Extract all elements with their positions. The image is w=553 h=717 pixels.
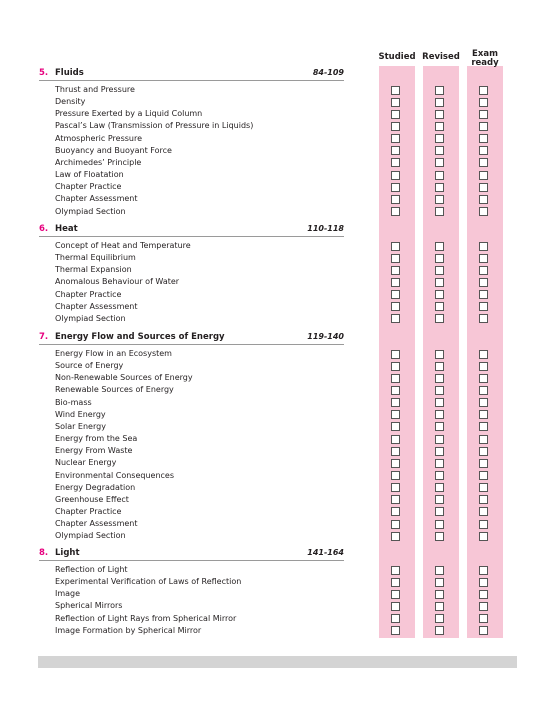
exam-ready-checkbox[interactable]: [479, 195, 488, 204]
studied-checkbox[interactable]: [391, 590, 400, 599]
topic-label: Thermal Expansion: [55, 265, 132, 275]
revised-checkbox[interactable]: [435, 122, 444, 131]
studied-checkbox[interactable]: [391, 447, 400, 456]
topic-label: Spherical Mirrors: [55, 601, 123, 611]
exam-ready-checkbox[interactable]: [479, 578, 488, 587]
topic-label: Bio-mass: [55, 397, 92, 407]
topic-label: Image: [55, 589, 81, 599]
topic-label: Energy From Waste: [55, 446, 133, 456]
revised-checkbox[interactable]: [435, 183, 444, 192]
revised-checkbox[interactable]: [435, 207, 444, 216]
studied-checkbox[interactable]: [391, 146, 400, 155]
studied-header: Studied: [378, 52, 416, 62]
topic-label: Chapter Assessment: [55, 301, 138, 311]
revised-checkbox[interactable]: [435, 134, 444, 143]
studied-checkbox[interactable]: [391, 278, 400, 287]
exam-ready-checkbox[interactable]: [479, 422, 488, 431]
exam-ready-checkbox[interactable]: [479, 520, 488, 529]
topic-label: Non-Renewable Sources of Energy: [55, 373, 193, 383]
studied-checkbox[interactable]: [391, 350, 400, 359]
studied-checkbox[interactable]: [391, 471, 400, 480]
chapter-heading: [39, 68, 344, 81]
studied-checkbox[interactable]: [391, 254, 400, 263]
topic-label: Renewable Sources of Energy: [55, 385, 174, 395]
studied-checkbox[interactable]: [391, 614, 400, 623]
revised-checkbox[interactable]: [435, 254, 444, 263]
studied-checkbox[interactable]: [391, 183, 400, 192]
topic-label: Buoyancy and Buoyant Force: [55, 145, 172, 155]
revised-checkbox[interactable]: [435, 520, 444, 529]
topic-label: Nuclear Energy: [55, 458, 117, 468]
topic-label: Chapter Assessment: [55, 194, 138, 204]
exam-ready-checkbox[interactable]: [479, 98, 488, 107]
studied-checkbox[interactable]: [391, 495, 400, 504]
revised-checkbox[interactable]: [435, 314, 444, 323]
revised-checkbox[interactable]: [435, 532, 444, 541]
studied-checkbox[interactable]: [391, 626, 400, 635]
studied-checkbox[interactable]: [391, 207, 400, 216]
studied-checkbox[interactable]: [391, 602, 400, 611]
exam-ready-checkbox[interactable]: [479, 146, 488, 155]
revised-checkbox[interactable]: [435, 386, 444, 395]
revised-checkbox[interactable]: [435, 278, 444, 287]
chapter-number: 8.: [39, 548, 49, 558]
topic-label: Source of Energy: [55, 361, 124, 371]
revised-checkbox[interactable]: [435, 158, 444, 167]
revised-checkbox[interactable]: [435, 495, 444, 504]
revised-checkbox[interactable]: [435, 398, 444, 407]
studied-checkbox[interactable]: [391, 435, 400, 444]
studied-checkbox[interactable]: [391, 410, 400, 419]
studied-checkbox[interactable]: [391, 110, 400, 119]
revised-checkbox[interactable]: [435, 171, 444, 180]
topic-label: Density: [55, 97, 86, 107]
topic-label: Energy Degradation: [55, 482, 136, 492]
exam-ready-checkbox[interactable]: [479, 122, 488, 131]
exam-ready-checkbox[interactable]: [479, 374, 488, 383]
topic-label: Anomalous Behaviour of Water: [55, 277, 180, 287]
revised-checkbox[interactable]: [435, 614, 444, 623]
exam-ready-checkbox[interactable]: [479, 254, 488, 263]
exam-ready-checkbox[interactable]: [479, 435, 488, 444]
topic-label: Energy from the Sea: [55, 434, 138, 444]
revised-checkbox[interactable]: [435, 110, 444, 119]
revised-checkbox[interactable]: [435, 266, 444, 275]
revised-checkbox[interactable]: [435, 447, 444, 456]
exam-ready-checkbox[interactable]: [479, 590, 488, 599]
exam-ready-checkbox[interactable]: [479, 86, 488, 95]
chapter-pages: 84-109: [312, 68, 344, 77]
studied-checkbox[interactable]: [391, 98, 400, 107]
topic-label: Thrust and Pressure: [55, 85, 135, 94]
topic-label: Solar Energy: [55, 421, 106, 431]
topic-label: Law of Floatation: [55, 170, 124, 180]
topic-label: Experimental Verification of Laws of Reflection: [55, 577, 242, 587]
revised-checkbox[interactable]: [435, 98, 444, 107]
exam-ready-checkbox[interactable]: [479, 207, 488, 216]
topic-label: Olympiad Section: [55, 313, 126, 323]
exam-ready-checkbox[interactable]: [479, 410, 488, 419]
studied-checkbox[interactable]: [391, 122, 400, 131]
exam-ready-checkbox[interactable]: [479, 398, 488, 407]
studied-checkbox[interactable]: [391, 532, 400, 541]
revised-checkbox[interactable]: [435, 410, 444, 419]
topic-label: Chapter Assessment: [55, 519, 138, 529]
exam-ready-checkbox[interactable]: [479, 183, 488, 192]
revised-checkbox[interactable]: [435, 362, 444, 371]
exam-ready-checkbox[interactable]: [479, 614, 488, 623]
exam-ready-checkbox[interactable]: [479, 278, 488, 287]
revised-checkbox[interactable]: [435, 626, 444, 635]
exam-ready-checkbox[interactable]: [479, 447, 488, 456]
chapter-heading: [39, 548, 344, 561]
revised-checkbox[interactable]: [435, 578, 444, 587]
exam-ready-checkbox[interactable]: [479, 171, 488, 180]
chapter-title: Energy Flow and Sources of Energy: [55, 332, 225, 342]
exam-ready-checkbox[interactable]: [479, 483, 488, 492]
chapter-pages: 119-140: [307, 332, 344, 341]
exam-ready-checkbox[interactable]: [479, 266, 488, 275]
exam-ready-checkbox[interactable]: [479, 495, 488, 504]
studied-checkbox[interactable]: [391, 134, 400, 143]
chapter-title: Fluids: [55, 68, 84, 78]
topic-label: Concept of Heat and Temperature: [55, 241, 191, 250]
topic-label: Reflection of Light: [55, 565, 128, 574]
revised-checkbox[interactable]: [435, 350, 444, 359]
revised-checkbox[interactable]: [435, 302, 444, 311]
exam-ready-checkbox[interactable]: [479, 471, 488, 480]
exam-ready-checkbox[interactable]: [479, 602, 488, 611]
revised-checkbox[interactable]: [435, 471, 444, 480]
chapter-title: Light: [55, 548, 80, 558]
topic-label: Environmental Consequences: [55, 470, 175, 480]
studied-checkbox[interactable]: [391, 195, 400, 204]
revised-checkbox[interactable]: [435, 435, 444, 444]
topic-label: Wind Energy: [55, 409, 106, 419]
topic-label: Chapter Practice: [55, 182, 122, 192]
exam-ready-checkbox[interactable]: [479, 302, 488, 311]
topic-label: Olympiad Section: [55, 206, 126, 216]
revised-checkbox[interactable]: [435, 242, 444, 251]
studied-checkbox[interactable]: [391, 302, 400, 311]
topic-label: Pressure Exerted by a Liquid Column: [55, 109, 203, 119]
exam-ready-header: Exam ready: [471, 49, 499, 68]
studied-checkbox[interactable]: [391, 520, 400, 529]
topic-label: Archimedes’ Principle: [55, 157, 142, 167]
topic-label: Pascal’s Law (Transmission of Pressure in Liquids): [55, 121, 254, 131]
studied-checkbox[interactable]: [391, 374, 400, 383]
exam-ready-checkbox[interactable]: [479, 386, 488, 395]
exam-ready-checkbox[interactable]: [479, 314, 488, 323]
chapter-number: 6.: [39, 224, 49, 234]
revised-checkbox[interactable]: [435, 483, 444, 492]
studied-checkbox[interactable]: [391, 398, 400, 407]
revised-checkbox[interactable]: [435, 374, 444, 383]
revised-header: Revised: [422, 52, 460, 62]
chapter-pages: 141-164: [307, 548, 344, 557]
exam-ready-checkbox[interactable]: [479, 158, 488, 167]
chapter-heading: [39, 332, 344, 345]
revised-checkbox[interactable]: [435, 459, 444, 468]
revised-checkbox[interactable]: [435, 86, 444, 95]
exam-ready-checkbox[interactable]: [479, 459, 488, 468]
topic-label: Thermal Equilibrium: [55, 253, 136, 263]
studied-checkbox[interactable]: [391, 266, 400, 275]
studied-checkbox[interactable]: [391, 171, 400, 180]
exam-ready-checkbox[interactable]: [479, 290, 488, 299]
exam-ready-checkbox[interactable]: [479, 242, 488, 251]
studied-checkbox[interactable]: [391, 422, 400, 431]
revised-checkbox[interactable]: [435, 290, 444, 299]
revised-checkbox[interactable]: [435, 590, 444, 599]
revised-checkbox[interactable]: [435, 195, 444, 204]
topic-label: Energy Flow in an Ecosystem: [55, 349, 172, 358]
chapter-heading: [39, 224, 344, 237]
topic-label: Chapter Practice: [55, 289, 122, 299]
chapter-title: Heat: [55, 224, 78, 234]
studied-checkbox[interactable]: [391, 459, 400, 468]
studied-checkbox[interactable]: [391, 507, 400, 516]
exam-ready-checkbox[interactable]: [479, 532, 488, 541]
topic-label: Atmospheric Pressure: [55, 133, 143, 143]
revised-checkbox[interactable]: [435, 146, 444, 155]
exam-ready-checkbox[interactable]: [479, 566, 488, 575]
chapter-number: 7.: [39, 332, 49, 342]
studied-checkbox[interactable]: [391, 483, 400, 492]
footer-bar: [38, 656, 517, 668]
studied-checkbox[interactable]: [391, 314, 400, 323]
exam-ready-checkbox[interactable]: [479, 362, 488, 371]
exam-ready-checkbox[interactable]: [479, 110, 488, 119]
exam-ready-checkbox[interactable]: [479, 507, 488, 516]
exam-ready-checkbox[interactable]: [479, 134, 488, 143]
revised-checkbox[interactable]: [435, 602, 444, 611]
revised-checkbox[interactable]: [435, 507, 444, 516]
studied-checkbox[interactable]: [391, 242, 400, 251]
studied-checkbox[interactable]: [391, 86, 400, 95]
revised-checkbox[interactable]: [435, 566, 444, 575]
studied-checkbox[interactable]: [391, 290, 400, 299]
chapter-pages: 110-118: [307, 224, 344, 233]
topic-label: Image Formation by Spherical Mirror: [55, 625, 202, 635]
topic-label: Reflection of Light Rays from Spherical Mirror: [55, 613, 237, 623]
exam-ready-checkbox[interactable]: [479, 350, 488, 359]
studied-checkbox[interactable]: [391, 158, 400, 167]
topic-label: Greenhouse Effect: [55, 494, 129, 504]
exam-ready-checkbox[interactable]: [479, 626, 488, 635]
topic-label: Chapter Practice: [55, 506, 122, 516]
chapter-number: 5.: [39, 68, 49, 78]
studied-checkbox[interactable]: [391, 362, 400, 371]
studied-checkbox[interactable]: [391, 578, 400, 587]
studied-checkbox[interactable]: [391, 566, 400, 575]
studied-checkbox[interactable]: [391, 386, 400, 395]
revised-checkbox[interactable]: [435, 422, 444, 431]
topic-label: Olympiad Section: [55, 531, 126, 541]
